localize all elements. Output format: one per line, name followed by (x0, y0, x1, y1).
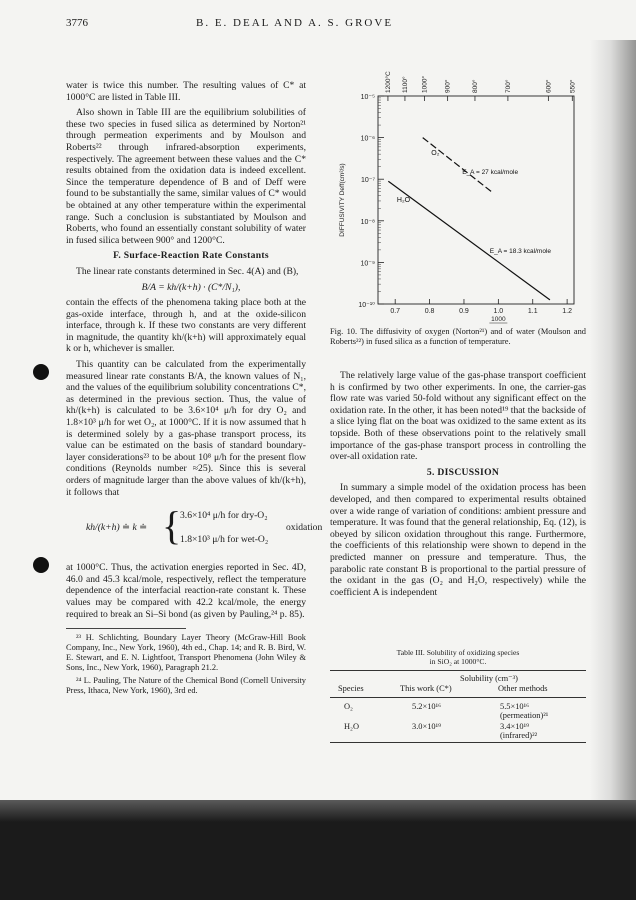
table-row (330, 700, 586, 720)
paragraph: Also shown in Table III are the equilibrium solubilities of these two species in fused silica as determined by Norton²¹ through permeation experiments and by Moulson and Roberts²² through infrared-absorption experiments, respectively. The agreement between these values and the C* results obtained from the oxidation data is indeed excellent. Since the temperature dependence of B and of Deff were found to be substantially the same, similar values of C* would be obtained at any other temperature within the experimental range. Such a conclusion is substantiated by Moulson and Roberts, who found an essentially constant solubility of water in fused silica between 900° and 1200°C. (66, 107, 306, 246)
table-cell: 5.2×10¹⁶ (412, 702, 441, 711)
table-cell: O₂ (344, 702, 353, 711)
binder-hole-upper (33, 364, 49, 380)
top-tick-label: 900° (444, 79, 452, 93)
top-tick-label: 700° (504, 79, 512, 93)
binding-shadow (590, 40, 636, 820)
table-caption: in SiO₂ at 1000°C. (429, 657, 487, 666)
page-header (66, 17, 586, 31)
table-cell: 5.5×10¹⁶ (500, 702, 529, 711)
table-cell-note: (infrared)²² (500, 731, 538, 740)
table-cell: 3.0×10¹⁹ (412, 722, 441, 731)
equation-block (86, 503, 323, 554)
x-tick-label: 0.7 (390, 308, 401, 315)
x-axis-label-numerator: 1000 (491, 316, 506, 323)
section-heading: 5. DISCUSSION (426, 466, 500, 478)
y-tick-label: 10⁻¹⁰ (358, 302, 375, 309)
paragraph: The relatively large value of the gas-phase transport coefficient h is confirmed by two other experiments. In one, the carrier-gas flow rate was varied 50-fold without any significant effect on the oxidation rate. In the other, it has been noted¹⁹ that the backside of a slice lying flat on the boat was oxidized to the same extent as its topside. Both of these observations point to the relatively small importance of the gas-phase transport process in controlling the over-all oxidation rate. (330, 370, 586, 463)
paragraph: water is twice this number. The resulting values of C* at 1000°C are listed in Table III. (66, 80, 306, 103)
equation-label: oxidation (286, 522, 323, 534)
equation-lhs: kh/(k+h) ≐ k ≐ (86, 522, 148, 534)
table-caption: Table III. Solubility of oxidizing species (396, 648, 520, 657)
paragraph: contain the effects of the phenomena taking place both at the gas-oxide interface, through h, and at the oxide-silicon interface, through k. If these two constants are very different in magnitude, the quantity kh/(k+h) will approximately equal k or h, whichever is smaller. (66, 297, 306, 355)
y-tick-label: 10⁻⁸ (360, 218, 375, 226)
y-tick-label: 10⁻⁵ (360, 94, 375, 101)
table-col-header: Species (338, 684, 364, 693)
h2o-series-line (388, 181, 550, 300)
x-tick-label: 1.2 (562, 308, 572, 315)
scanner-edge (0, 800, 636, 900)
binder-hole-lower (33, 557, 49, 573)
h2o-label: H₂O (396, 197, 411, 205)
table-rule (330, 697, 586, 698)
y-tick-label: 10⁻⁹ (360, 260, 375, 268)
x-tick-label: 1.0 (493, 308, 504, 315)
diffusivity-chart (330, 70, 586, 325)
footnote-rule (66, 628, 186, 629)
top-tick-label: 1100° (401, 76, 409, 93)
y-axis-label: DIFFUSIVITY Deff(cm²/s) (339, 163, 346, 237)
table-col-header: This work (C*) (400, 684, 452, 693)
figure-caption: Fig. 10. The diffusivity of oxygen (Norton²¹) and of water (Moulson and Roberts²²) in fused silica as a function of temperature. (330, 327, 586, 346)
table-cell-note: (permeation)²¹ (500, 711, 549, 720)
table-row (330, 720, 586, 740)
x-tick-label: 1.1 (527, 308, 538, 315)
h2o-activation-energy: E_A = 18.3 kcal/mole (489, 248, 552, 256)
top-tick-label: 1200°C (384, 71, 392, 93)
paragraph: at 1000°C. Thus, the activation energies reported in Sec. 4D, 46.0 and 45.3 kcal/mole, respectively, reflect the temperature dependence of the interfacial reaction-rate constant k. These values may be compared with 42.2 kcal/mole, the energy required to break an Si–Si bond (as given by Pauling,²⁴ p. 85). (66, 562, 306, 620)
footnote: ²⁴ L. Pauling, The Nature of the Chemical Bond (Cornell University Press, Ithaca, New York, 1960), 3rd ed. (66, 676, 306, 696)
equation-dry: 3.6×10⁴ μ/h for dry-O₂ (180, 510, 268, 522)
running-title: B. E. DEAL AND A. S. GROVE (196, 17, 394, 29)
figure-10 (330, 70, 586, 325)
top-tick-label: 800° (471, 79, 479, 93)
left-column (66, 80, 323, 700)
brace: { (162, 503, 182, 549)
y-tick-label: 10⁻⁷ (360, 177, 375, 185)
footnote: ²³ H. Schlichting, Boundary Layer Theory (McGraw-Hill Book Company, Inc., New York, 1960), 4th ed., Chap. 14; and R. B. Bird, W. E. Stewart, and E. N. Lightfoot, Transport Phenomena (John Wiley & Sons, Inc., New York, 1960), Paragraph 21.2. (66, 633, 306, 672)
table-col-header: Other methods (498, 684, 548, 693)
top-tick-label: 550° (569, 79, 577, 93)
paragraph: The linear rate constants determined in Sec. 4(A) and (B), (76, 265, 299, 277)
table-header (330, 673, 586, 695)
x-tick-label: 0.9 (459, 308, 469, 315)
table-group-header: Solubility (cm⁻³) (460, 674, 518, 683)
paragraph: In summary a simple model of the oxidation process has been developed, and then compared to experimental results obtained over a wide range of variation of conditions: ambient pressure and temperature. It was found that the general relationship, Eq. (12), is obeyed by silicon oxidation throughout this range. Furthermore, the coefficients of this relationship were shown to depend in the predicted manner on pressure and temperature. Thus, the parabolic rate constant B is proportional to the partial pressure of the oxidant in the gas (O₂ and H₂O, respectively) while the coefficient A is independent (330, 482, 586, 598)
o2-label: O₂ (431, 150, 440, 158)
section-heading: F. Surface-Reaction Rate Constants (113, 250, 269, 262)
right-column (330, 370, 586, 602)
table-iii (330, 648, 586, 745)
equation-wet: 1.8×10³ μ/h for wet-O₂ (180, 534, 269, 546)
o2-series-line (423, 138, 492, 192)
page-number: 3776 (66, 17, 88, 29)
table-cell: 3.4×10¹⁹ (500, 722, 529, 731)
table-rule (330, 670, 586, 671)
x-tick-label: 0.8 (424, 308, 435, 315)
top-tick-label: 600° (545, 79, 553, 93)
equation: B/A = kh/(k+h) · (C*/N₁), (141, 281, 241, 293)
o2-activation-energy: E_A = 27 kcal/mole (462, 168, 519, 176)
paragraph: This quantity can be calculated from the experimentally measured linear rate constants B/A, the known values of N₁, and the values of the equilibrium solubility concentrations C*, as determined in the previous section. Thus, the value of kh/(k+h) is calculated to be 3.6×10⁴ μ/h for dry O₂ and 1.8×10³ μ/h for wet O₂, at 1000°C. If it is now assumed that h is determined solely by a gas-phase transport process, its value can be estimated on the basis of standard boundary-layer considerations²³ to be about 10⁸ μ/h for the present flow conditions (Reynolds number ≈25). Since this is several orders of magnitude larger than the above values of kh/(k+h), it follows that (66, 359, 306, 498)
table-rule (330, 742, 586, 743)
top-tick-label: 1000° (421, 75, 429, 93)
y-tick-label: 10⁻⁶ (360, 135, 375, 143)
table-cell: H₂O (344, 722, 360, 731)
